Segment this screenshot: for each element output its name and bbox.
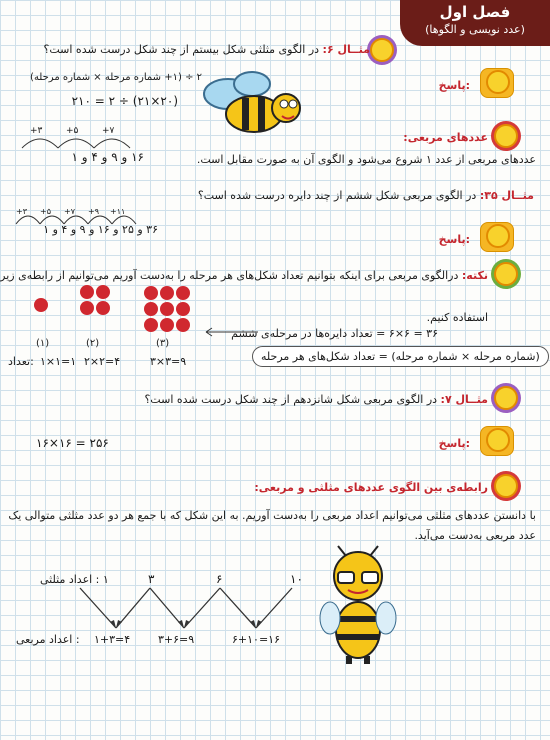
triangle-number-10: ۱۰: [290, 572, 303, 586]
circle-dot: [34, 298, 48, 312]
example-6-work-line2: (۲۰×۲۱) ÷ ۲ = ۲۱۰: [71, 94, 178, 108]
answer-label: پاسخ:: [438, 79, 470, 92]
count-stage-1: ۱×۱=۱: [40, 355, 77, 368]
smiley-badge-icon: [486, 70, 510, 94]
chapter-header: [400, 0, 550, 46]
example-7-line: [144, 392, 488, 407]
square-sequence: ۱۶ و ۹ و ۴ و ۱: [71, 150, 144, 164]
count-row: [8, 354, 34, 369]
example-6-label: مثــال ۶:: [322, 43, 370, 56]
note-text-2: استفاده کنیم.: [426, 311, 488, 324]
square-sum-3: ۶+۱۰=۱۶: [232, 633, 280, 646]
example-6-line: [44, 42, 370, 57]
example-35-line: [198, 188, 534, 203]
smiley-badge-icon: [486, 428, 510, 452]
relation-arrows: [60, 586, 310, 632]
square-sum-2: ۳+۶=۹: [158, 633, 195, 646]
square-diff-3: +۷: [102, 126, 115, 136]
circle-dot: [144, 318, 158, 332]
flower-smiley-icon: [494, 124, 518, 148]
example-7-label: مثــال ۷:: [440, 393, 488, 406]
stage-label-3: (۳): [156, 338, 170, 349]
smiley-badge-icon: [370, 38, 394, 62]
bee-illustration: [198, 66, 302, 138]
example-6-work-line1: ۲ ÷ (۱+ شماره مرحله × شماره مرحله): [30, 72, 202, 83]
smiley-badge-icon: [486, 224, 510, 248]
square-numbers-label: : اعداد مربعی: [16, 633, 80, 646]
circle-dot: [80, 285, 94, 299]
square-sum-1: ۱+۳=۴: [94, 633, 131, 646]
chapter-subtitle: (عدد نویسی و الگوها): [425, 23, 525, 36]
count-stage-3: ۳×۳=۹: [150, 355, 187, 368]
sixth-stage-count: ۳۶ = ۶×۶ = تعداد دایره‌ها در مرحله‌ی ششم: [231, 327, 438, 340]
ex35-diff-3: +۷: [64, 207, 75, 216]
stage-label-2: (۲): [86, 338, 100, 349]
example-6-question: در الگوی مثلثی شکل بیستم از چند شکل درست شده است؟: [43, 43, 320, 56]
circle-dot: [80, 301, 94, 315]
circle-dot: [160, 302, 174, 316]
example-35-question: در الگوی مربعی شکل ششم از چند دایره درست شده است؟: [197, 189, 477, 202]
example-7-question: در الگوی مربعی شکل شانزدهم از چند شکل درست شده است؟: [144, 393, 438, 406]
answer-label: پاسخ:: [438, 233, 470, 246]
formula-box: [252, 346, 549, 367]
note-text-1: درالگوی مربعی برای اینکه بتوانیم تعداد شکل‌های هر مرحله را به‌دست آوریم می‌توانیم از رابطه‌ی زیر: [0, 269, 459, 282]
relation-text-2: عدد مربعی به‌دست می‌آید.: [414, 529, 536, 542]
smiley-badge-icon: [494, 386, 518, 410]
triangle-numbers-label: ۱ : اعداد مثلثی: [40, 573, 109, 586]
answer-label: پاسخ:: [438, 437, 470, 450]
ex35-diff-4: +۹: [88, 207, 99, 216]
note-label: نکته:: [461, 269, 488, 282]
smiley-badge-icon: [494, 262, 518, 286]
circle-dot: [176, 318, 190, 332]
stage-label-1: (۱): [36, 338, 50, 349]
triangle-number-3: ۳: [148, 572, 155, 586]
circle-dot: [160, 318, 174, 332]
flower-smiley-icon: [494, 474, 518, 498]
triangle-number-6: ۶: [216, 572, 223, 586]
chapter-title: فصل اول: [439, 3, 511, 21]
formula-text: (شماره مرحله × شماره مرحله) = تعداد شکل‌های هر مرحله: [261, 350, 540, 363]
circle-dot: [176, 286, 190, 300]
circle-dot: [96, 285, 110, 299]
circle-dot: [144, 302, 158, 316]
square-diff-1: +۳: [30, 126, 43, 136]
example-35-sequence: ۳۶ و ۲۵ و ۱۶ و ۹ و ۴ و ۱: [43, 223, 158, 236]
count-label: تعداد:: [8, 355, 34, 368]
ex35-diff-5: +۱۱: [110, 207, 126, 216]
circle-dot: [160, 286, 174, 300]
example-35-label: مثــال ۳۵:: [479, 189, 534, 202]
circle-dot: [144, 286, 158, 300]
example-7-work: ۱۶×۱۶ = ۲۵۶: [36, 436, 109, 450]
square-numbers-text: عددهای مربعی از عدد ۱ شروع می‌شود و الگوی آن به صورت مقابل است.: [196, 153, 536, 166]
student-bee-illustration: [316, 544, 400, 664]
count-stage-2: ۲×۲=۴: [84, 355, 121, 368]
relation-text-1: با دانستن عددهای مثلثی می‌توانیم اعداد مربعی را به‌دست آوریم. به این شکل که با جمع هر دو عدد مثلثی متوالی یک: [8, 509, 536, 522]
square-numbers-heading: عددهای مربعی:: [403, 131, 488, 144]
ex35-diff-1: +۳: [16, 207, 27, 216]
circle-dot: [96, 301, 110, 315]
circle-dot: [176, 302, 190, 316]
relation-heading: رابطه‌ی بین الگوی عددهای مثلثی و مربعی:: [254, 481, 488, 494]
ex35-diff-2: +۵: [40, 207, 51, 216]
square-diff-2: +۵: [66, 126, 79, 136]
note-line: [0, 268, 488, 283]
